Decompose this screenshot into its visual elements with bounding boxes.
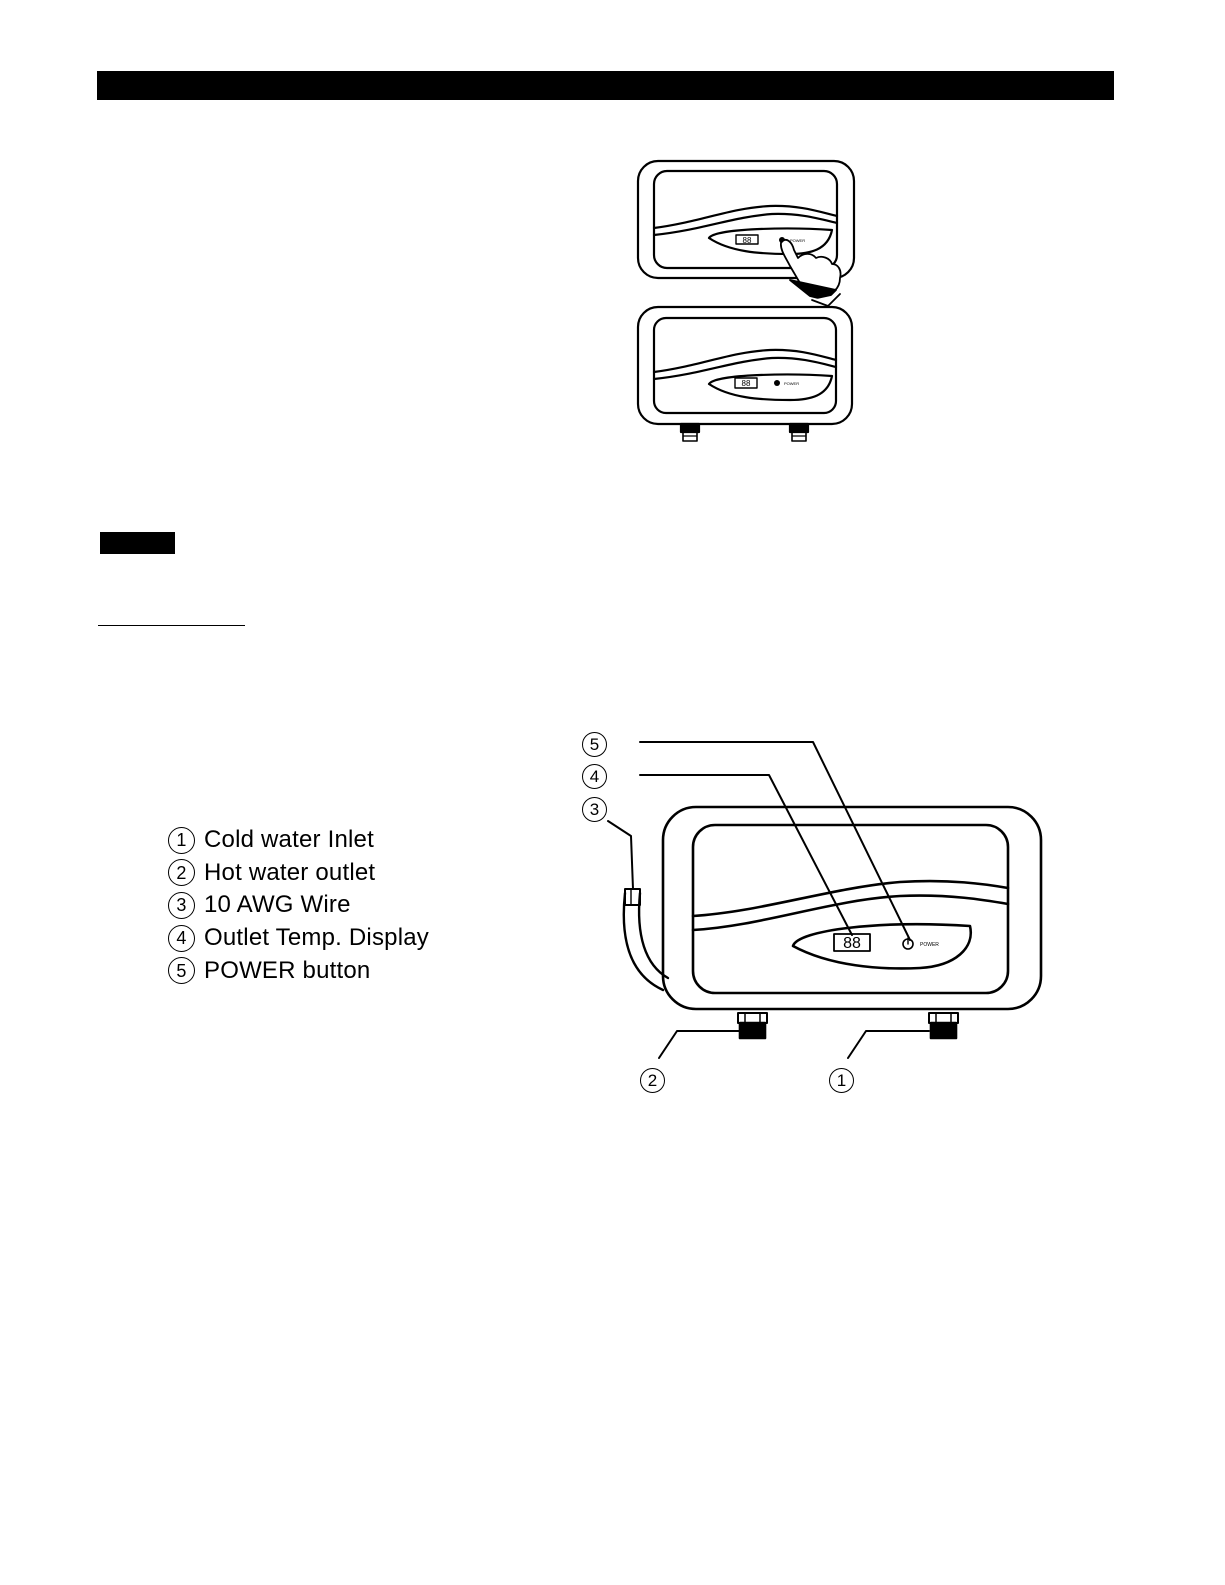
legend-item: [168, 922, 429, 955]
middle-heater-illustration: [638, 307, 852, 441]
callout-1: 1: [829, 1068, 854, 1093]
labeled-heater-illustration: [624, 807, 1041, 1038]
legend-label: POWER button: [204, 956, 371, 984]
svg-text:POWER: POWER: [784, 381, 800, 386]
callout-3: 3: [582, 797, 607, 822]
parts-legend: [168, 824, 429, 987]
underline-rule: [98, 625, 245, 626]
svg-text:88: 88: [741, 379, 751, 388]
legend-item: [168, 889, 429, 922]
callout-4: 4: [582, 764, 607, 789]
legend-number: 3: [168, 892, 195, 919]
legend-number: 4: [168, 925, 195, 952]
svg-text:POWER: POWER: [790, 238, 806, 243]
legend-item: [168, 824, 429, 857]
legend-label: Outlet Temp. Display: [204, 924, 429, 952]
power-icon: [903, 938, 913, 949]
legend-number: 2: [168, 859, 195, 886]
display-digits: 88: [843, 935, 861, 952]
note-label-box: [100, 532, 175, 554]
callout-2: 2: [640, 1068, 665, 1093]
legend-number: 5: [168, 957, 195, 984]
power-label: POWER: [920, 942, 939, 948]
legend-label: Cold water Inlet: [204, 826, 374, 854]
leader-lines: [608, 742, 929, 1058]
legend-item: [168, 954, 429, 987]
legend-item: [168, 857, 429, 890]
legend-label: Hot water outlet: [204, 858, 376, 886]
svg-text:88: 88: [742, 236, 752, 245]
legend-label: 10 AWG Wire: [204, 891, 351, 919]
callout-5: 5: [582, 732, 607, 757]
legend-number: 1: [168, 827, 195, 854]
pointing-hand-icon: [781, 240, 841, 306]
